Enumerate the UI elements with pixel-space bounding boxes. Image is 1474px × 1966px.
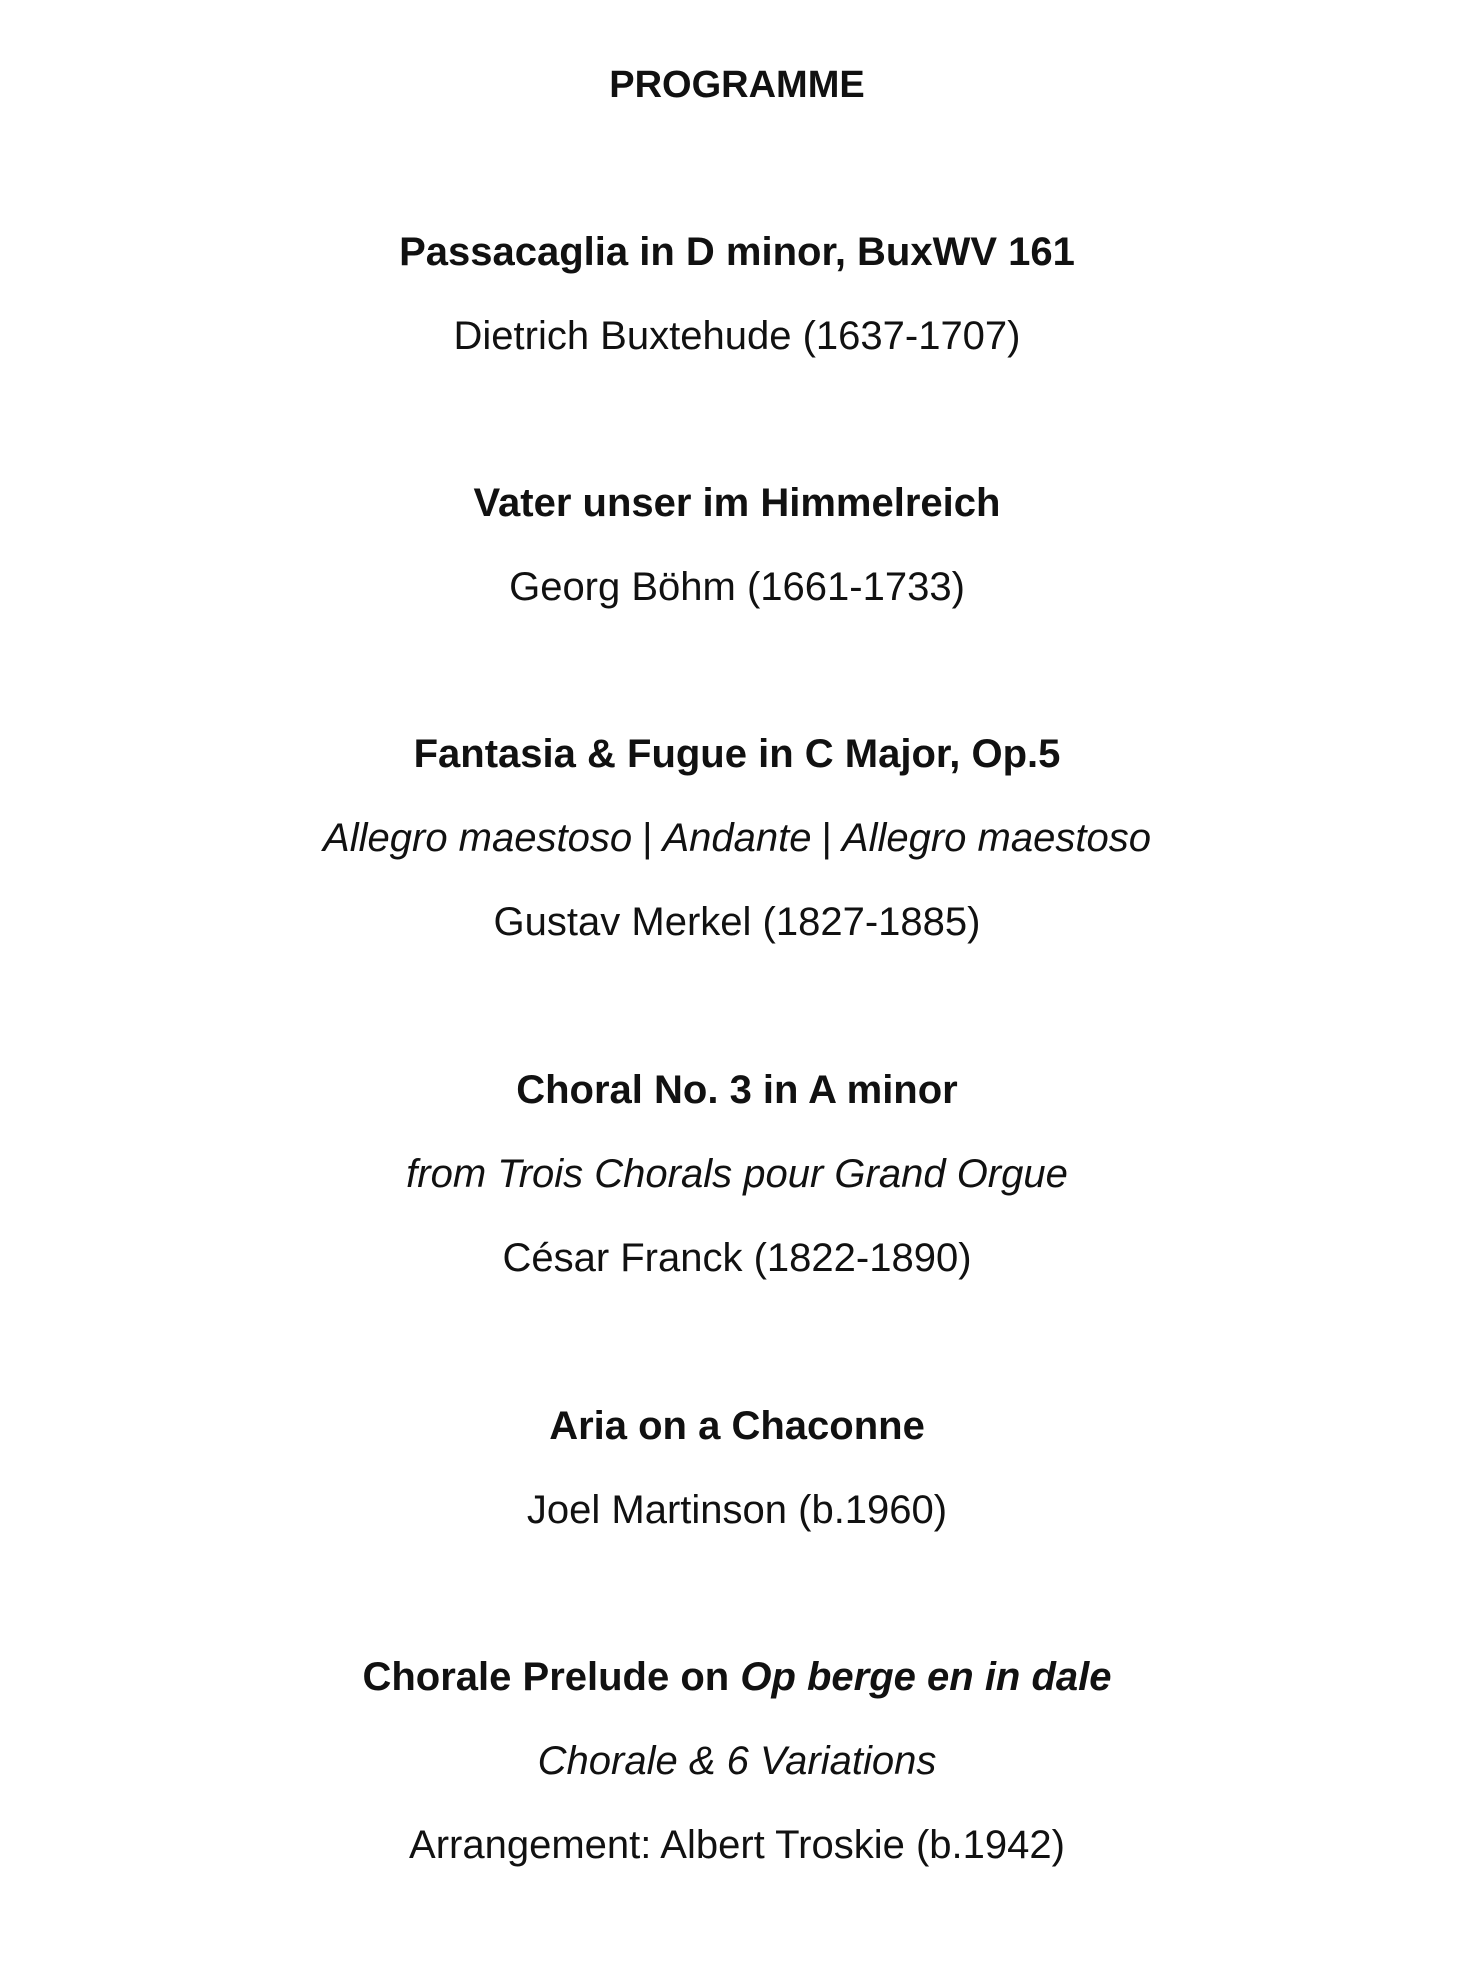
composer-3: Gustav Merkel (1827-1885) xyxy=(493,900,981,944)
composer-5: Joel Martinson (b.1960) xyxy=(526,1488,948,1532)
piece-title-1: Passacaglia in D minor, BuxWV 161 xyxy=(399,230,1075,274)
subtitle-6: Chorale & 6 Variations xyxy=(537,1739,937,1783)
subtitle-4: from Trois Chorals pour Grand Orgue xyxy=(406,1152,1068,1196)
movement-separator-1: | xyxy=(642,816,653,860)
composer-4: César Franck (1822-1890) xyxy=(502,1236,972,1280)
piece-title-2: Vater unser im Himmelreich xyxy=(473,481,1001,525)
piece-title-5: Aria on a Chaconne xyxy=(549,1404,925,1448)
piece-title-6-prefix: Chorale Prelude on xyxy=(362,1655,741,1699)
movement-separator-2: | xyxy=(821,816,832,860)
programme-heading: PROGRAMME xyxy=(609,64,865,106)
composer-6: Arrangement: Albert Troskie (b.1942) xyxy=(409,1823,1065,1867)
piece-title-6 xyxy=(0,1653,1474,1701)
piece-title-6-italic: Op berge en in dale xyxy=(740,1655,1112,1699)
composer-2: Georg Böhm (1661-1733) xyxy=(509,565,965,609)
movement-1: Allegro maestoso xyxy=(323,816,633,860)
piece-title-3: Fantasia & Fugue in C Major, Op.5 xyxy=(413,732,1061,776)
piece-title-4: Choral No. 3 in A minor xyxy=(516,1068,958,1112)
movements-3 xyxy=(0,814,1474,862)
composer-1: Dietrich Buxtehude (1637-1707) xyxy=(453,314,1021,358)
movement-2: Andante xyxy=(662,816,812,860)
movement-3: Allegro maestoso xyxy=(841,816,1151,860)
